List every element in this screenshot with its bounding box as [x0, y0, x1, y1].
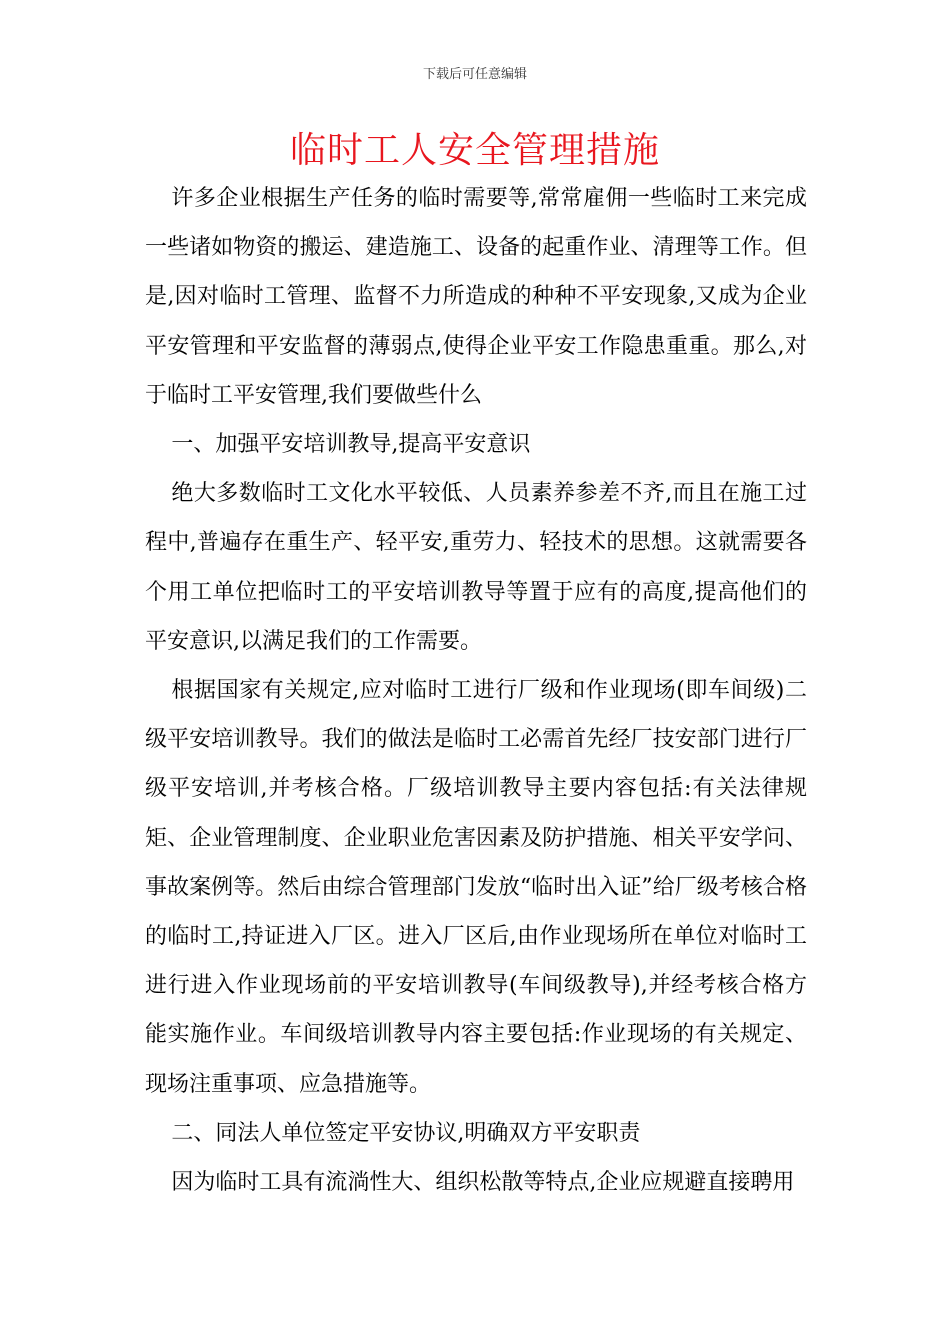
header-note: 下载后可任意编辑 [422, 67, 527, 82]
paragraph-training-rules: 根据国家有关规定,应对临时工进行厂级和作业现场(即车间级)二级平安培训教导。我们的做法是临时工必需首先经厂技安部门进行厂级平安培训,并考核合格。厂级培训教导主要内容包括:有关法律规矩、企业管理制度、企业职业危害因素及防护措施、相关平安学问、事故案例等。然后由综合管理部门发放“临时出入证”给厂级考核合格的临时工,持证进入厂区。进入厂区后,由作业现场所在单位对临时工进行进入作业现场前的平安培训教导(车间级教导),并经考核合格方能实施作业。车间级培训教导内容主要包括:作业现场的有关规定、现场注重事项、应急措施等。 [145, 678, 807, 1097]
section-heading-2: 二、同法人单位签定平安协议,明确双方平安职责 [171, 1120, 641, 1146]
document-title: 临时工人安全管理措施 [289, 130, 660, 171]
paragraph-section-1: 绝大多数临时工文化水平较低、人员素养参差不齐,而且在施工过程中,普遍存在重生产、轻平安,重劳力、轻技术的思想。这就需要各个用工单位把临时工的平安培训教导等置于应有的高度,提高他们的平安意识,以满足我们的工作需要。 [145, 481, 807, 654]
section-heading-1: 一、加强平安培训教导,提高平安意识 [171, 432, 531, 458]
document-body [145, 174, 807, 1207]
paragraph-section-2: 因为临时工具有流淌性大、组织松散等特点,企业应规避直接聘用 [171, 1170, 795, 1196]
paragraph-intro: 许多企业根据生产任务的临时需要等,常常雇佣一些临时工来完成一些诸如物资的搬运、建造施工、设备的起重作业、清理等工作。但是,因对临时工管理、监督不力所造成的种种不平安现象,又成为企业平安管理和平安监督的薄弱点,使得企业平安工作隐患重重。那么,对于临时工平安管理,我们要做些什么 [145, 186, 807, 408]
